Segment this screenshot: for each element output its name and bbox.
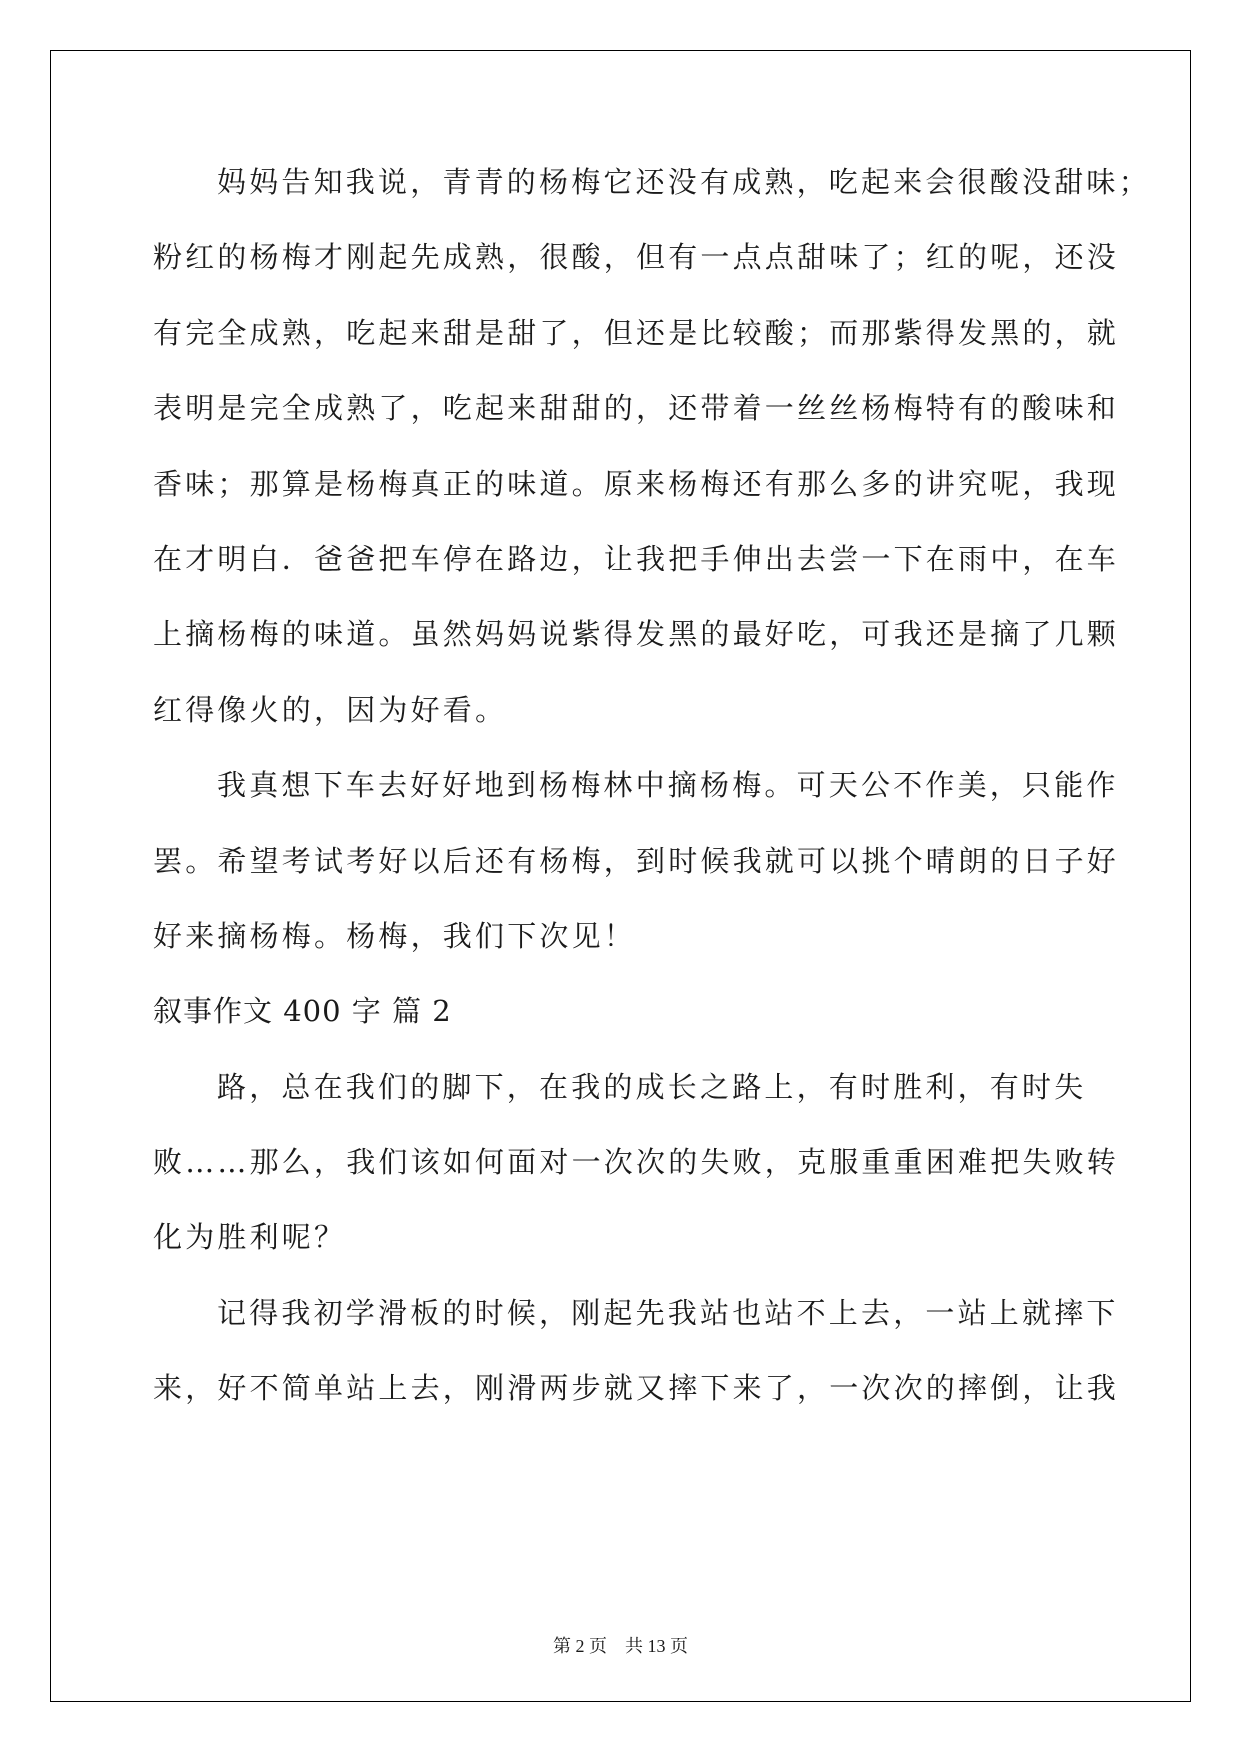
text-line-7: 上摘杨梅的味道。虽然妈妈说紫得发黑的最好吃，可我还是摘了几颗 <box>153 617 1120 652</box>
text-line-16: 记得我初学滑板的时候，刚起先我站也站不上去，一站上就摔下 <box>217 1295 1119 1330</box>
text-line-17: 来，好不简单站上去，刚滑两步就又摔下来了，一次次的摔倒，让我 <box>153 1371 1120 1406</box>
document-body <box>153 162 1151 1444</box>
text-line-15: 化为胜利呢？ <box>153 1220 347 1255</box>
text-line-6: 在才明白．爸爸把车停在路边，让我把手伸出去尝一下在雨中，在车 <box>153 541 1120 576</box>
text-line-10: 罢。希望考试考好以后还有杨梅，到时候我就可以挑个晴朗的日子好 <box>153 843 1120 878</box>
text-line-3: 有完全成熟，吃起来甜是甜了，但还是比较酸；而那紫得发黑的，就 <box>153 315 1120 350</box>
text-line-1: 妈妈告知我说，青青的杨梅它还没有成熟，吃起来会很酸没甜味； <box>217 165 1151 199</box>
text-line-5: 香味；那算是杨梅真正的味道。原来杨梅还有那么多的讲究呢，我现 <box>153 466 1120 501</box>
text-line-13: 路，总在我们的脚下，在我的成长之路上，有时胜利，有时失 <box>217 1069 1087 1104</box>
text-line-8: 红得像火的，因为好看。 <box>153 692 508 727</box>
text-line-14: 败……那么，我们该如何面对一次次的失败，克服重重困难把失败转 <box>153 1145 1120 1180</box>
text-line-9: 我真想下车去好好地到杨梅林中摘杨梅。可天公不作美，只能作 <box>217 768 1119 803</box>
text-line-4: 表明是完全成熟了，吃起来甜甜的，还带着一丝丝杨梅特有的酸味和 <box>153 391 1120 426</box>
text-line-2: 粉红的杨梅才刚起先成熟，很酸，但有一点点甜味了；红的呢，还没 <box>153 240 1120 275</box>
text-line-11: 好来摘杨梅。杨梅，我们下次见！ <box>153 918 637 953</box>
section-heading: 叙事作文 400 字 篇 2 <box>153 994 452 1029</box>
page-number-footer: 第 2 页 共 13 页 <box>553 1636 688 1656</box>
